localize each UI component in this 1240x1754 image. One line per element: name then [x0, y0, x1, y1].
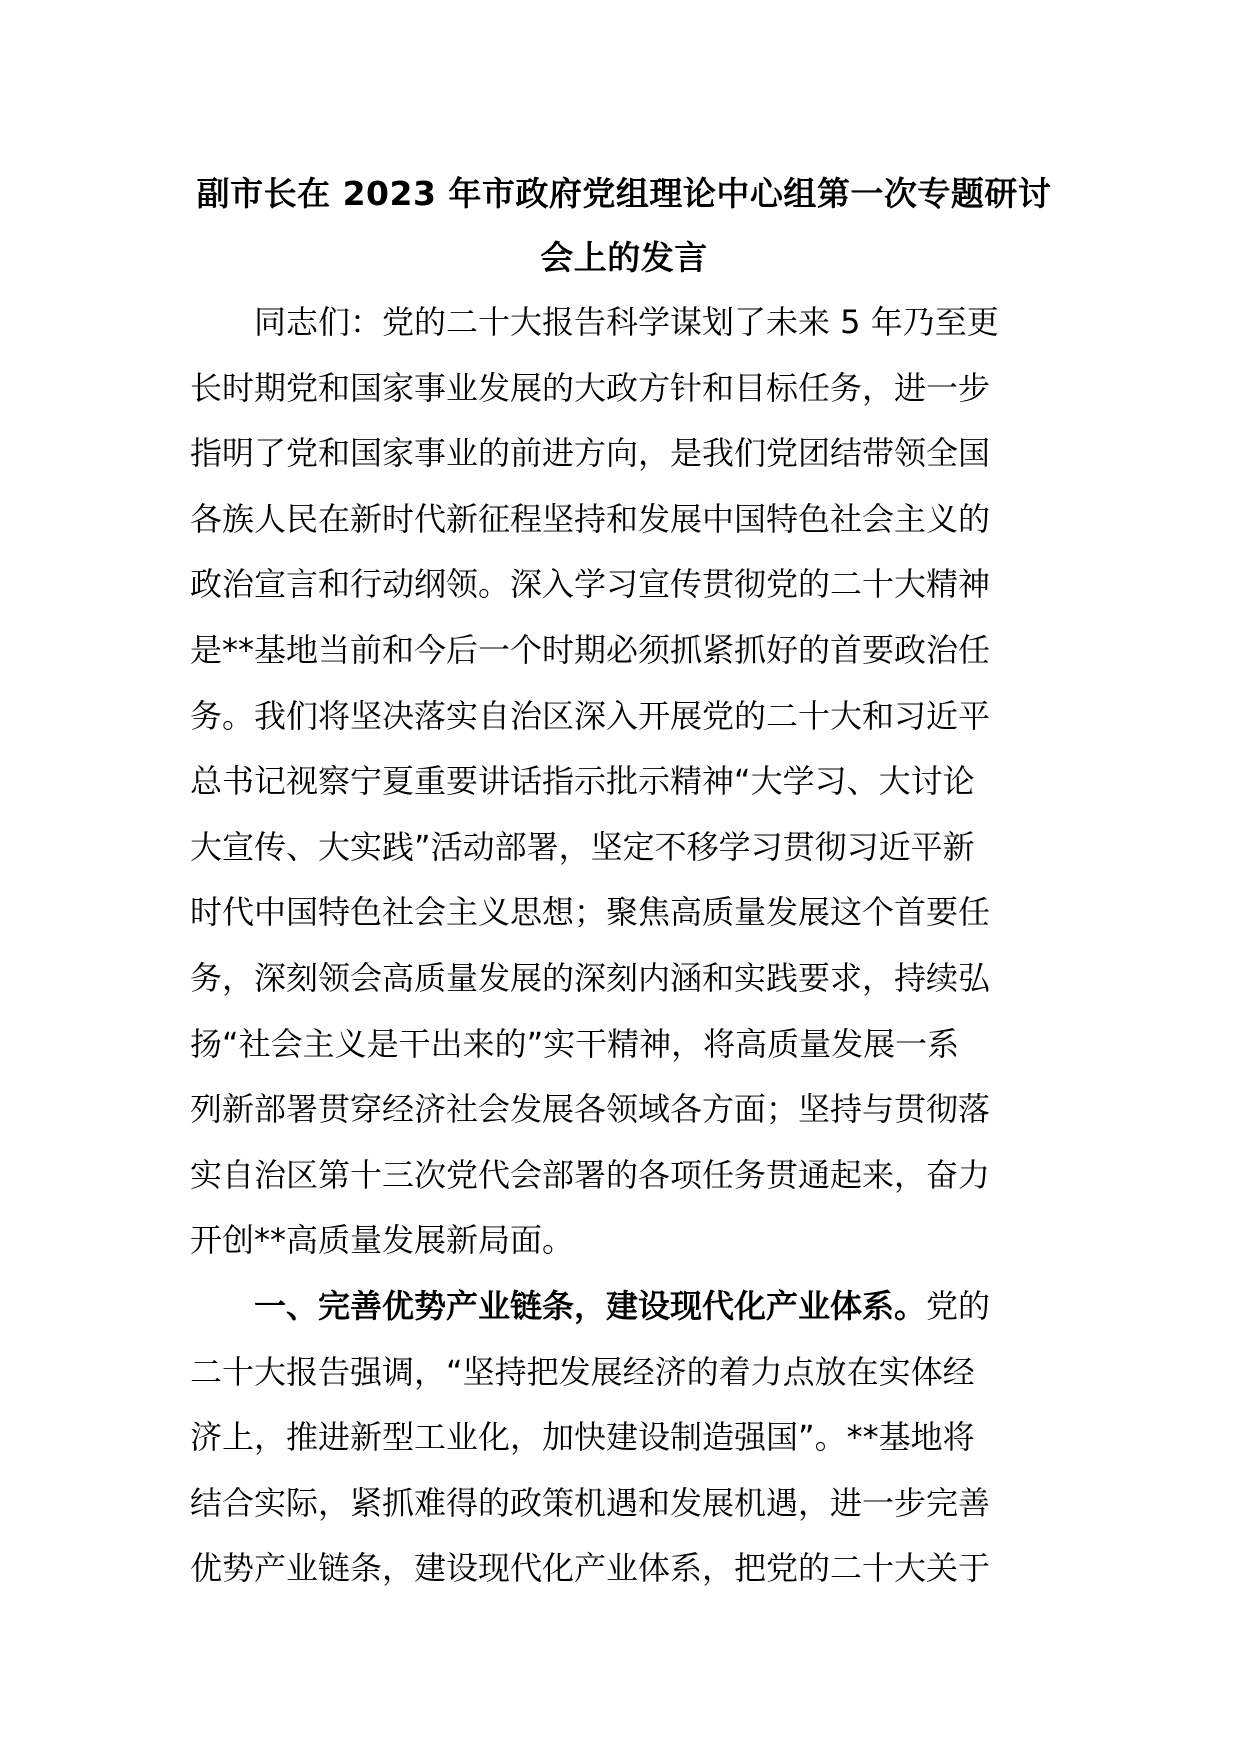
section-heading-rest: 党的	[926, 1286, 991, 1325]
body-line: 扬“社会主义是干出来的”实干精神，将高质量发展一系	[190, 1024, 960, 1063]
body-line: 长时期党和国家事业发展的大政方针和目标任务，进一步	[190, 368, 991, 407]
body-line: 各族人民在新时代新征程坚持和发展中国特色社会主义的	[190, 499, 991, 538]
document-title	[190, 162, 1058, 290]
paragraph-intro	[190, 290, 1058, 1274]
body-line: 务。我们将坚决落实自治区深入开展党的二十大和习近平	[190, 696, 991, 735]
section-heading-line	[190, 1274, 1058, 1340]
document-page	[190, 162, 1058, 1602]
body-line: 优势产业链条，建设现代化产业体系，把党的二十大关于	[190, 1549, 991, 1588]
body-line: 开创**高质量发展新局面。	[190, 1221, 575, 1260]
section-heading: 一、完善优势产业链条，建设现代化产业体系。	[254, 1286, 927, 1325]
body-line: 是**基地当前和今后一个时期必须抓紧抓好的首要政治任	[190, 630, 991, 669]
section-one	[190, 1274, 1058, 1602]
body-line: 二十大报告强调，“坚持把发展经济的着力点放在实体经	[190, 1352, 975, 1391]
body-line: 指明了党和国家事业的前进方向，是我们党团结带领全国	[190, 434, 991, 473]
title-line: 副市长在 2023 年市政府党组理论中心组第一次专题研讨	[196, 174, 1052, 213]
body-line: 结合实际，紧抓难得的政策机遇和发展机遇，进一步完善	[190, 1483, 991, 1522]
body-line: 济上，推进新型工业化，加快建设制造强国”。**基地将	[190, 1418, 975, 1457]
body-line: 同志们：党的二十大报告科学谋划了未来 5 年乃至更	[254, 303, 999, 341]
body-line: 列新部署贯穿经济社会发展各领域各方面；坚持与贯彻落	[190, 1090, 991, 1129]
body-line: 时代中国特色社会主义思想；聚焦高质量发展这个首要任	[190, 893, 991, 932]
body-line: 务，深刻领会高质量发展的深刻内涵和实践要求，持续弘	[190, 958, 991, 997]
body-line: 大宣传、大实践”活动部署，坚定不移学习贯彻习近平新	[190, 827, 975, 866]
body-line: 总书记视察宁夏重要讲话指示批示精神“大学习、大讨论	[190, 762, 975, 801]
title-line: 会上的发言	[540, 238, 708, 277]
body-line: 政治宣言和行动纲领。深入学习宣传贯彻党的二十大精神	[190, 565, 991, 604]
body-line: 实自治区第十三次党代会部署的各项任务贯通起来，奋力	[190, 1155, 991, 1194]
